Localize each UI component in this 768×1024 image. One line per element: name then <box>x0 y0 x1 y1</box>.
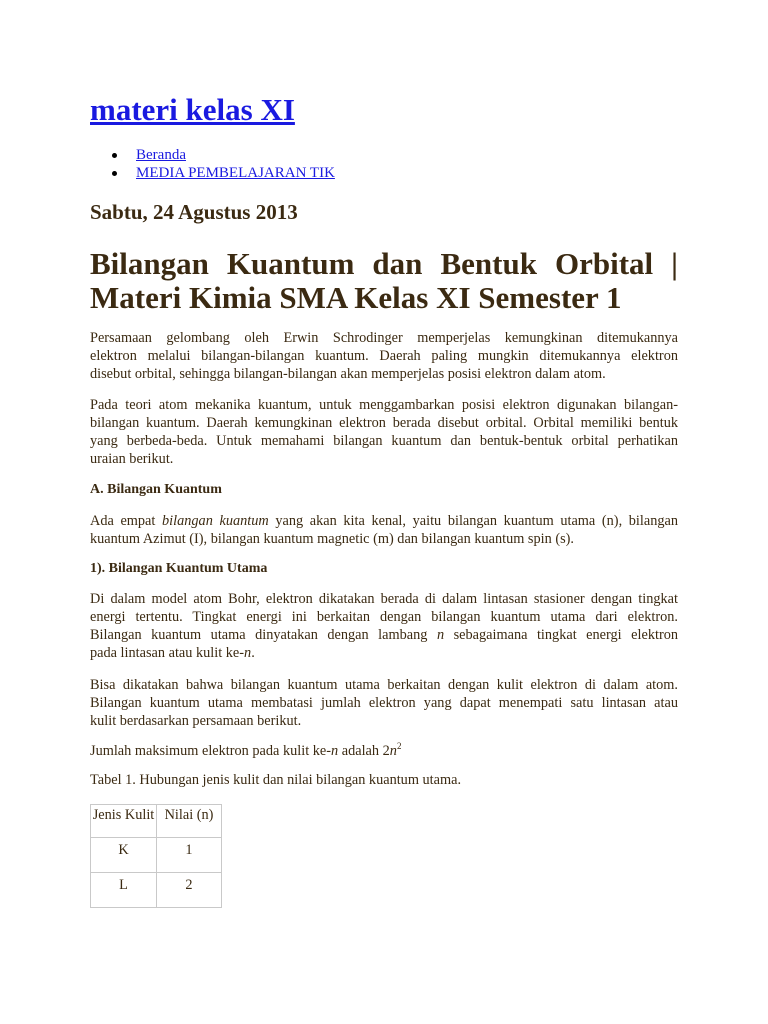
nav-link-media-pembelajaran[interactable]: MEDIA PEMBELAJARAN TIK <box>136 165 335 181</box>
paragraph-line: energi tertentu. Tingkat energi ini berkaitan dengan bilangan kuantum utama dari elektron. <box>90 609 678 625</box>
paragraph-mekanika-kuantum <box>90 396 678 468</box>
table-cell: 1 <box>157 838 222 873</box>
paragraph-line: kulit berdasarkan persamaan berikut. <box>90 713 302 729</box>
nav-link-beranda[interactable]: Beranda <box>136 147 186 163</box>
table-cell: K <box>91 838 157 873</box>
paragraph-line: Bilangan kuantum utama membatasi jumlah elektron yang dapat menempati satu lintasan atau <box>90 695 678 711</box>
text-run: Jumlah maksimum elektron pada kulit ke- <box>90 743 332 759</box>
table-caption: Tabel 1. Hubungan jenis kulit dan nilai bilangan kuantum utama. <box>90 772 462 788</box>
table-row <box>91 838 222 873</box>
nav-item-media-pembelajaran <box>90 164 335 182</box>
paragraph-line <box>90 644 678 662</box>
text-run: Bilangan kuantum utama dinyatakan dengan lambang <box>90 627 437 643</box>
paragraph-line: Di dalam model atom Bohr, elektron dikatakan berada di dalam lintasan stasioner dengan tingkat <box>90 591 678 607</box>
text-run: adalah 2 <box>338 743 390 759</box>
emphasis-text: n <box>331 743 339 759</box>
paragraph-jumlah-maksimum <box>90 742 678 760</box>
table-header-jenis-kulit: Jenis Kulit <box>91 805 157 838</box>
text-run: sebagaimana tingkat energi elektron <box>444 627 679 643</box>
post-title-line-2: Materi Kimia SMA Kelas XI Semester 1 <box>90 280 622 315</box>
nav-list <box>90 146 335 182</box>
paragraph-kulit-elektron <box>90 676 678 730</box>
paragraph-line <box>90 626 678 644</box>
paragraph-intro <box>90 329 678 383</box>
paragraph-line: yang berbeda-beda. Untuk memahami bilangan kuantum dan bentuk-bentuk orbital perhatikan <box>90 433 678 449</box>
heading-bilangan-kuantum: A. Bilangan Kuantum <box>90 482 222 497</box>
table-cell: 2 <box>157 873 222 908</box>
kulit-table <box>90 804 222 908</box>
paragraph-empat-bilangan <box>90 512 678 548</box>
text-run: Ada empat <box>90 513 163 529</box>
paragraph-line <box>90 742 678 760</box>
paragraph-line: Pada teori atom mekanika kuantum, untuk menggambarkan posisi elektron digunakan bilangan- <box>90 397 678 413</box>
paragraph-line: disebut orbital, sehingga bilangan-bilangan akan memperjelas posisi elektron dalam atom. <box>90 366 606 382</box>
table-header-row <box>91 805 222 838</box>
post-title-line-1: Bilangan Kuantum dan Bentuk Orbital | <box>90 246 678 281</box>
emphasis-text: n <box>436 627 445 643</box>
paragraph-line: uraian berikut. <box>90 451 174 467</box>
text-run: . <box>251 645 255 661</box>
paragraph-line: kuantum Azimut (I), bilangan kuantum magnetic (m) dan bilangan kuantum spin (s). <box>90 531 574 547</box>
paragraph-line: bilangan kuantum. Daerah kemungkinan elektron berada disebut orbital. Orbital memiliki bentuk <box>90 415 678 431</box>
heading-kuantum-utama: 1). Bilangan Kuantum Utama <box>90 561 268 576</box>
paragraph-line: Persamaan gelombang oleh Erwin Schrodinger memperjelas kemungkinan ditemukannya <box>90 330 678 346</box>
emphasis-text: bilangan kuantum <box>162 513 269 529</box>
table-header-nilai: Nilai (n) <box>157 805 222 838</box>
emphasis-text: n <box>244 645 252 661</box>
post-date: Sabtu, 24 Agustus 2013 <box>90 200 298 224</box>
nav-item-beranda <box>90 146 335 164</box>
post-title <box>90 247 678 315</box>
superscript: 2 <box>396 741 402 752</box>
blog-title-link[interactable]: materi kelas XI <box>90 92 295 127</box>
text-run: yang akan kita kenal, yaitu bilangan kuantum utama (n), bilangan <box>268 513 678 529</box>
paragraph-line <box>90 512 678 530</box>
table-cell: L <box>91 873 157 908</box>
emphasis-text: n <box>389 743 397 759</box>
paragraph-model-bohr <box>90 590 678 662</box>
paragraph-line: elektron melalui bilangan-bilangan kuantum. Daerah paling mungkin ditemukannya elektron <box>90 348 678 364</box>
paragraph-line: Bisa dikatakan bahwa bilangan kuantum utama berkaitan dengan kulit elektron di dalam atom. <box>90 677 678 693</box>
table-row <box>91 873 222 908</box>
text-run: pada lintasan atau kulit ke- <box>90 645 245 661</box>
